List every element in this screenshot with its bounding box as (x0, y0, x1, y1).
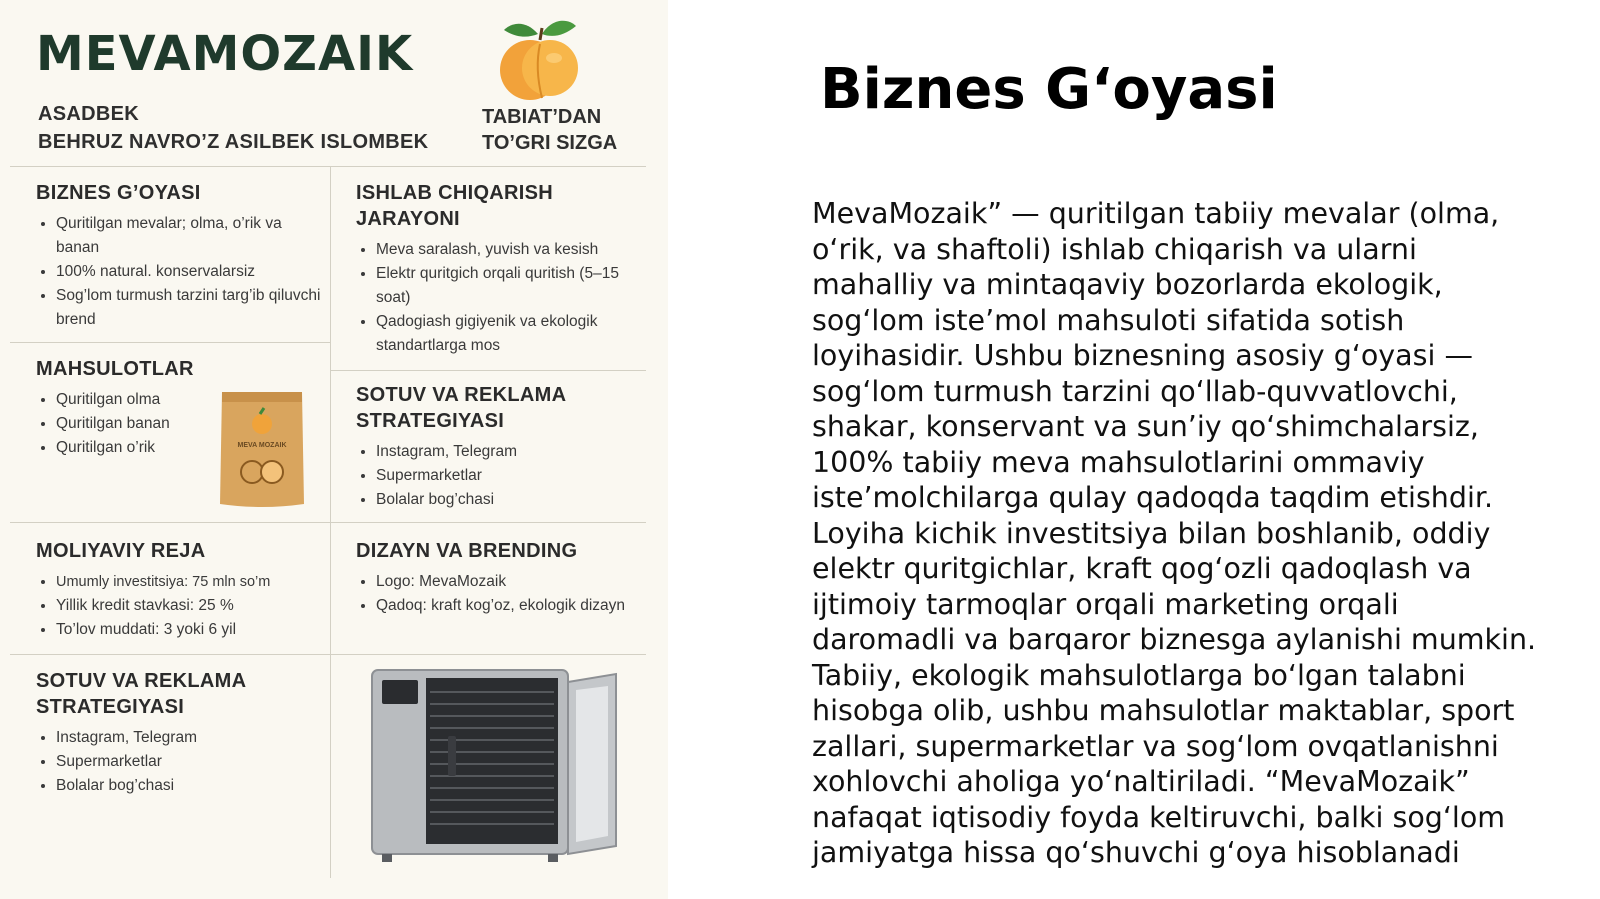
list-item: • Sog’lom turmush tarzini targ’ib qiluvchi brend (56, 284, 326, 332)
list-item: • Bolalar bog’chasi (56, 774, 326, 798)
list-item: • Qadoq: kraft kog’oz, ekologik dizayn (376, 594, 646, 618)
section-dizayn-brending (356, 538, 646, 618)
list-item: • Umumly investitsiya: 75 mln so’m (56, 570, 330, 594)
section-title: MAHSULOTLAR (36, 358, 194, 380)
list-item: • Supermarketlar (56, 750, 326, 774)
divider (10, 522, 646, 523)
team-names (38, 100, 428, 156)
section-biznes-goyasi (36, 180, 326, 332)
list-item: • Bolalar bog’chasi (376, 488, 646, 512)
list-item: • Yillik kredit stavkasi: 25 % (56, 594, 330, 618)
slide-title: Biznes G‘oyasi (820, 57, 1278, 122)
section-title: ISHLAB CHIQARISH JARAYONI (356, 182, 554, 230)
section-sotuv-reklama-2 (36, 668, 326, 798)
tagline-line-2: TO’GRI SIZGA (482, 132, 618, 154)
section-title: MOLIYAVIY REJA (36, 540, 206, 562)
list-item: • Instagram, Telegram (56, 726, 326, 750)
team-line-1: ASADBEK (38, 103, 139, 125)
poster-image (0, 0, 668, 899)
section-title: DIZAYN VA BRENDING (356, 540, 578, 562)
body-paragraph: MevaMozaik” — quritilgan tabiiy mevalar (olma, o‘rik, va shaftoli) ishlab chiqarish va ularni mahalliy va mintaqaviy bozorlarda ekologik, sog‘lom iste’mol mahsuloti sifatida sotish loyihasidir. Ushbu biznesning asosiy g‘oyasi — sog‘lom turmush tarzini qo‘llab-quvvatlovchi, shakar, konservant va sun’iy qo‘shimchalarsiz, 100% tabiiy meva mahsulotlarini ommaviy iste’molchilarga qulay qadoqda taqdim etishdir. Loyiha kichik investitsiya bilan boshlanib, oddiy elektr quritgichlar, kraft qog‘ozli qadoqlash va ijtimoiy tarmoqlar orqali marketing orqali daromadli va barqaror biznesga aylanishi mumkin. Tabiiy, ekologik mahsulotlarga bo‘lgan talabni hisobga olib, ushbu mahsulotlar maktablar, sport zallari, supermarketlar va sog‘lom ovqatlanishni xohlovchi aholiga yo‘naltiriladi. “MevaMozaik” nafaqat iqtisodiy foyda keltiruvchi, balki sog‘lom jamiyatga hissa qo‘shuvchi g‘oya hisoblanadi (812, 197, 1537, 869)
section-title: SOTUV VA REKLAMA STRATEGIYASI (356, 384, 566, 432)
list-item: • Quritilgan olma (56, 388, 216, 412)
divider (10, 166, 646, 167)
list-item: • Logo: MevaMozaik (376, 570, 646, 594)
food-dryer-image (368, 666, 624, 866)
pouch-label: MEVA MOZAIK (237, 442, 287, 449)
divider (10, 654, 646, 655)
list-item: • To’lov muddati: 3 yoki 6 yil (56, 618, 330, 642)
tagline (482, 104, 617, 156)
list-item: • Supermarketlar (376, 464, 646, 488)
list-item: • 100% natural. konservalarsiz (56, 260, 326, 284)
section-mahsulotlar (36, 356, 216, 460)
section-title: BIZNES G’OYASI (36, 182, 201, 204)
list-item: • Elektr quritgich orqali quritish (5–15 soat) (376, 262, 646, 310)
divider (10, 342, 330, 343)
team-line-2: BEHRUZ NAVRO’Z ASILBEK ISLOMBEK (38, 131, 429, 153)
list-item: • Quritilgan mevalar; olma, o’rik va banan (56, 212, 326, 260)
section-sotuv-reklama (356, 382, 646, 512)
tagline-line-1: TABIAT’DAN (482, 106, 602, 128)
list-item: • Qadogiash gigiyenik va ekologik standartlarga mos (376, 310, 646, 358)
list-item: • Meva saralash, yuvish va kesish (376, 238, 646, 262)
section-moliyaviy-reja (36, 538, 330, 642)
divider (330, 370, 646, 371)
list-item: • Quritilgan o’rik (56, 436, 216, 460)
list-item: • Instagram, Telegram (376, 440, 646, 464)
section-ishlab-chiqarish (356, 180, 646, 358)
list-item: • Quritilgan banan (56, 412, 216, 436)
section-title: SOTUV VA REKLAMA STRATEGIYASI (36, 670, 246, 718)
brand-title: MEVAMOZAIK (36, 26, 414, 82)
peach-fruit-icon (492, 12, 588, 108)
